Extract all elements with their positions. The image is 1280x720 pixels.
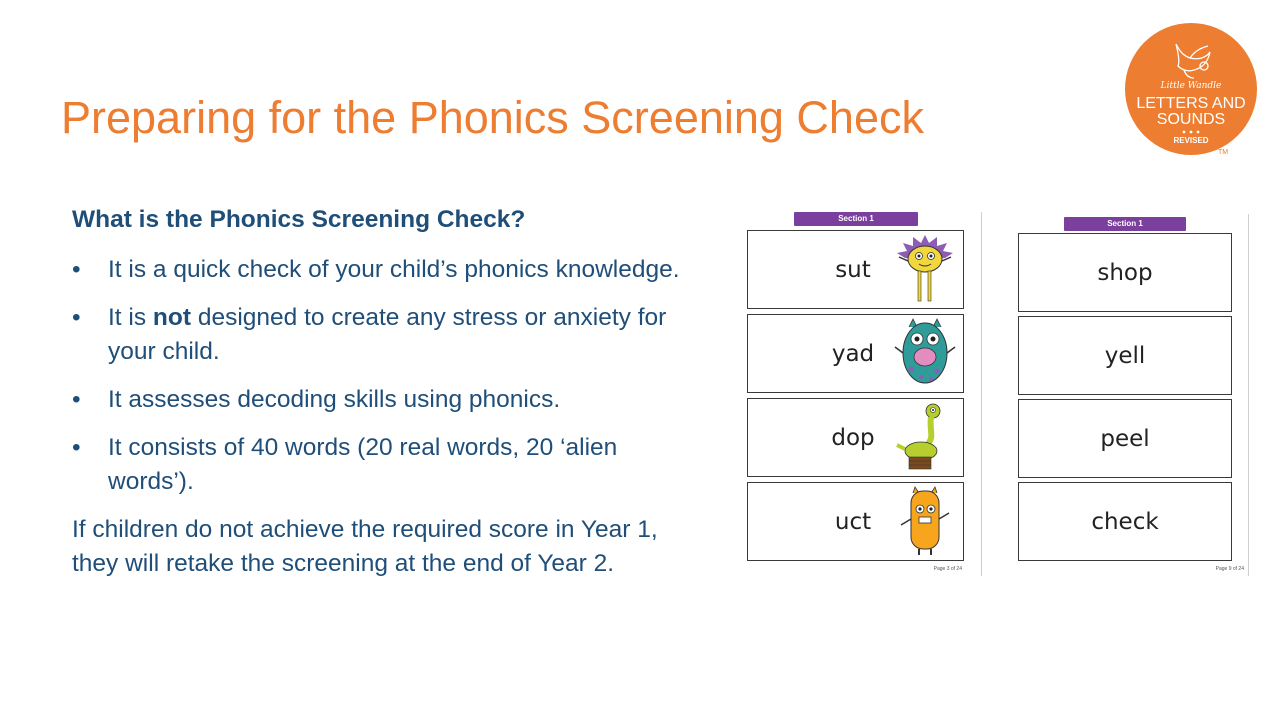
bullet-text: It assesses decoding skills using phonics.: [108, 386, 561, 413]
teal-spotted-alien-icon: [891, 317, 959, 391]
section-heading: What is the Phonics Screening Check?: [72, 206, 526, 233]
section-tab: Section 1: [794, 212, 918, 226]
word-text: yad: [831, 340, 875, 367]
logo-line-3: SOUNDS: [1156, 111, 1226, 128]
word-text: shop: [1097, 259, 1153, 286]
bullet-emphasis: not: [152, 304, 192, 331]
sample-page-real-words: [1014, 210, 1250, 578]
word-card: [747, 230, 964, 309]
yellow-spiky-alien-icon: [891, 233, 959, 307]
word-text: dop: [831, 424, 875, 451]
page-edge: [1248, 214, 1249, 576]
word-card: [747, 314, 964, 393]
bullet-marker: •: [72, 434, 81, 461]
bullet-item: [72, 301, 682, 369]
word-card: [747, 482, 964, 561]
sample-page-alien-words: [743, 210, 968, 578]
page-number: Page 3 of 24: [933, 566, 962, 572]
word-text: yell: [1104, 342, 1146, 369]
lime-long-neck-alien-icon: [891, 401, 959, 475]
main-text: [72, 203, 682, 581]
bullet-text: It consists of 40 words (20 real words, 20 ‘alien words’).: [108, 434, 618, 495]
logo-line-4: REVISED: [1173, 136, 1209, 145]
word-text: peel: [1100, 425, 1150, 452]
page-divider: [981, 212, 982, 576]
bullet-item: [72, 253, 682, 287]
trademark-mark: TM: [1218, 149, 1229, 156]
section-tab: Section 1: [1064, 217, 1186, 231]
letters-and-sounds-logo: [1124, 22, 1258, 156]
logo-line-2: LETTERS AND: [1136, 95, 1246, 112]
bullet-marker: •: [72, 304, 81, 331]
closing-paragraph: If children do not achieve the required score in Year 1, they will retake the screening at the end of Year 2.: [72, 516, 658, 577]
orange-alien-icon: [891, 485, 959, 559]
word-text: uct: [834, 508, 872, 535]
bullet-text-start: It is: [108, 304, 153, 331]
word-text: sut: [835, 256, 871, 283]
slide-title: Preparing for the Phonics Screening Check: [61, 92, 924, 143]
bullet-list: [72, 253, 682, 499]
bullet-item: [72, 383, 682, 417]
bullet-text: It is a quick check of your child’s phonics knowledge.: [108, 256, 680, 283]
bullet-item: [72, 431, 682, 499]
word-card: [1018, 316, 1232, 395]
word-text: check: [1091, 508, 1159, 535]
bullet-marker: •: [72, 386, 81, 413]
bullet-text-end: designed to create any stress or anxiety for your child.: [108, 304, 667, 365]
word-card: [1018, 399, 1232, 478]
word-card: [1018, 233, 1232, 312]
logo-line-1: Little Wandle: [1160, 81, 1222, 91]
bullet-marker: •: [72, 256, 81, 283]
word-card: [747, 398, 964, 477]
page-number: Page 9 of 24: [1215, 566, 1244, 572]
word-card: [1018, 482, 1232, 561]
